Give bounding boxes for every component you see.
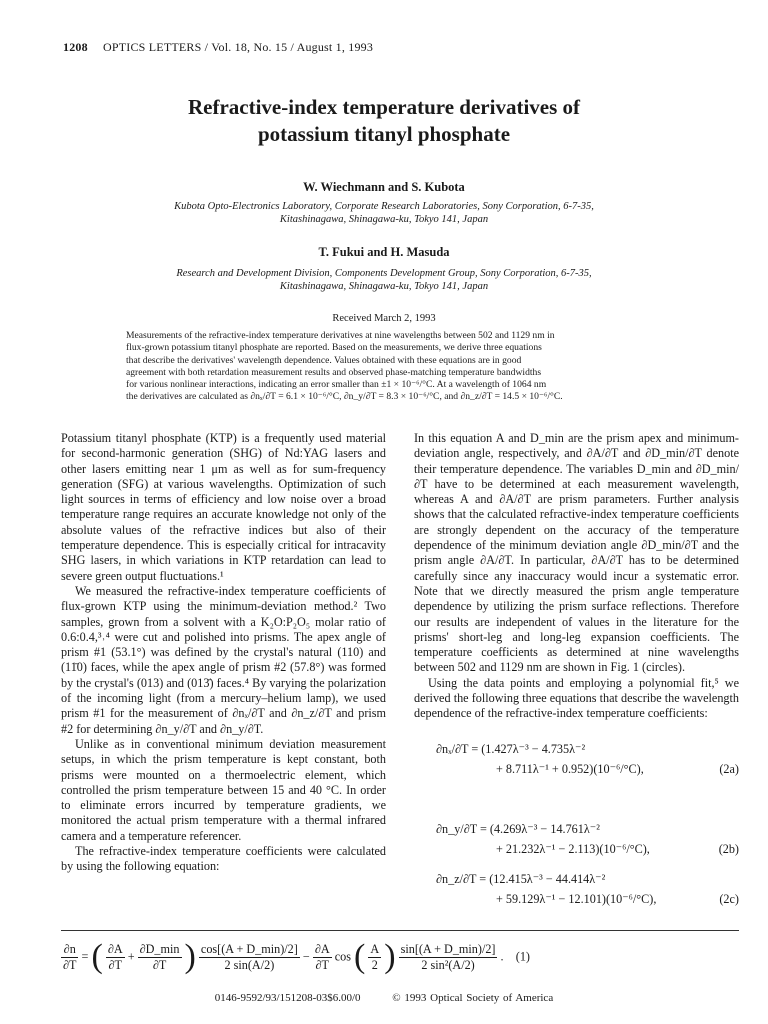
equation-line: + 59.129λ⁻¹ − 12.101)(10⁻⁶/°C), [496, 892, 657, 906]
page-number: 1208 [63, 40, 88, 54]
equation-line: ∂n_y/∂T = (4.269λ⁻³ − 14.761λ⁻² [436, 822, 600, 836]
affiliation-2-line-2: Kitashinagawa, Shinagawa-ku, Tokyo 141, Japan [279, 281, 489, 292]
equation-number: (2c) [719, 892, 739, 906]
abstract-line: flux-grown potassium titanyl phosphate are reported. Based on the measurements, we derive three equations [126, 342, 542, 354]
author-group-1: W. Wiechmann and S. Kubota [303, 180, 465, 194]
abstract-line: Measurements of the refractive-index temperature derivatives at nine wavelengths between 502 and 1129 nm in [126, 330, 555, 341]
fraction: $\frac{\partial A}{\partial T}$ [314, 941, 330, 972]
left-column [61, 431, 386, 875]
affiliation-1 [0, 200, 768, 226]
affiliation-1-line-2: Kitashinagawa, Shinagawa-ku, Tokyo 141, Japan [279, 214, 489, 225]
abstract-line: the derivatives are calculated as ∂nₓ/∂T = 6.1 × 10⁻⁶/°C, ∂n_y/∂T = 8.3 × 10⁻⁶/°C, and ∂n_z/∂T = 14.5 × 10⁻⁶/°C. [126, 391, 563, 403]
equation-2b [414, 822, 739, 856]
body-paragraph: In this equation A and D_min are the prism apex and minimum-deviation angle, respectively, and ∂A/∂T and ∂D_min/∂T denote their temperature dependence. The variables D_min and ∂D_min/∂T have to be determined at each measurement wavelength, whereas A and ∂A/∂T are prism parameters. Further analysis shows that the calculated refractive-index temperature coefficients are strongly dependent on the accuracy of the temperature dependence of the minimum deviation angle ∂D_min/∂T and the prism angle ∂A/∂T. In particular, ∂A/∂T has to be determined carefully since any inaccuracy would incur a systematic error. Note that we directly measured the prism angle temperature dependence by utilizing the prism surface reflections. Therefore our results are independent of values in the literature for the prisms' short-leg and long-leg expansion coefficients. The temperature coefficients as determined at nine wavelengths between 502 and 1129 nm are shown in Fig. 1 (circles). [414, 431, 739, 675]
equation-divider [61, 930, 739, 931]
fraction: $\frac{\partial A}{\partial T}$ [107, 941, 123, 972]
abstract-line: for various nonlinear interactions, indicating an error smaller than ±1 × 10⁻⁶/°C. At a wavelength of 1064 nm [126, 379, 547, 391]
fraction: $\frac{A}{2}$ [370, 941, 380, 972]
body-paragraph: Potassium titanyl phosphate (KTP) is a frequently used material for second-harmonic generation (SHG) of Nd:YAG lasers and other lasers emitting near 1 μm as well as for sum-frequency generation (SFG) at various wavelengths. Optimization of such light sources in terms of efficiency and low noise over a broad temperature range requires an accurate knowledge not only of the absolute values of the refractive indices but also of their temperature dependence. This is especially critical for intracavity SHG lasers, in which variations in KTP retardation can lead to severe green output fluctuations.¹ [61, 431, 386, 583]
equation-1: $\frac{\partial n}{\partial T}$ = ( $\frac{\partial A}{\partial T}$ + $\frac{\partial D\_\min}{\partial T}$ ) $\frac{\cos[(A + D\_\min)/2]}{2 \sin(A/2)}$ − $\frac{\partial A}{\partial T}$ cos ( $\frac{A}{2}$ ) $\frac{\sin[(A + D\_\min)/2]}{\text{2 sin²(A/2)}}$ . (1) [63, 938, 530, 975]
abstract [126, 330, 686, 404]
affiliation-2 [0, 267, 768, 293]
body-paragraph: Unlike as in conventional minimum deviation measurement setups, in which the prism temperature is kept constant, both prisms were mounted on a thermoelectric element, which controlled the prism temperature between 15 and 40 °C. In order to eliminate errors incurred by temperature gradients, we monitored the actual prism temperature with a thermal infrared camera and a temperature referencer. [61, 736, 386, 843]
title-line-2: potassium titanyl phosphate [257, 122, 511, 146]
equation-line: ∂nₓ/∂T = (1.427λ⁻³ − 4.735λ⁻² [436, 742, 586, 756]
fraction: $\frac{\partial n}{\partial T}$ [63, 941, 77, 972]
affiliation-2-line-1: Research and Development Division, Components Development Group, Sony Corporation, 6-7-35, [176, 268, 592, 279]
equation-number: (2b) [718, 842, 739, 856]
equation-line: + 8.711λ⁻¹ + 0.952)(10⁻⁶/°C), [496, 762, 644, 776]
right-column [414, 431, 739, 722]
article-code: 0146-9592/93/151208-03$6.00/0 [214, 992, 361, 1004]
equation-line: + 21.232λ⁻¹ − 2.113)(10⁻⁶/°C), [496, 842, 650, 856]
affiliation-1-line-1: Kubota Opto-Electronics Laboratory, Corporate Research Laboratories, Sony Corporation, 6-7-35, [174, 201, 594, 212]
journal-info: OPTICS LETTERS / Vol. 18, No. 15 / August 1, 1993 [103, 40, 374, 54]
author-group-2: T. Fukui and H. Masuda [318, 245, 450, 259]
equation-number: (2a) [719, 762, 739, 776]
running-head [63, 40, 373, 55]
equation-2c [414, 872, 739, 906]
title-line-1: Refractive-index temperature derivatives of [187, 95, 581, 119]
abstract-line: agreement with both retardation measurement results and observed phase-matching temperature bandwidths [126, 366, 542, 378]
fraction: $\frac{\sin[(A + D\_\min)/2]}{\text{2 sin²(A/2)}}$ [400, 941, 496, 972]
fraction: $\frac{\partial D\_\min}{\partial T}$ [139, 941, 180, 972]
equation-number: (1) [515, 949, 530, 964]
abstract-line: that describe the derivatives' wavelength dependence. Values obtained with these equations are in good [126, 354, 522, 366]
equation-line: ∂n_z/∂T = (12.415λ⁻³ − 44.414λ⁻² [436, 872, 606, 886]
body-paragraph: We measured the refractive-index temperature coefficients of flux-grown KTP using the minimum-deviation method.² Two samples, grown from a solvent with a K₂O:P₂O₅ molar ratio of 0.6:0.4,³˒⁴ were cut and polished into prisms. The apex angle of prism #1 (53.1°) was defined by the crystal's natural (110) and (11̄0) faces, while the apex angle of prism #2 (57.8°) was formed by the crystal's (013) and (013̄) faces.⁴ By varying the polarization of the incoming light (from a mercury–helium lamp), we used prism #1 for the measurement of ∂nₓ/∂T and ∂n_z/∂T and prism #2 for determining ∂n_y/∂T and ∂n_y/∂T. [61, 583, 386, 736]
body-paragraph: The refractive-index temperature coefficients were calculated by using the following equation: [61, 844, 386, 874]
fraction: $\frac{\cos[(A + D\_\min)/2]}{2 \sin(A/2)}$ [200, 941, 298, 972]
article-title [0, 94, 768, 148]
footer [0, 992, 768, 1004]
copyright: © 1993 Optical Society of America [392, 992, 554, 1004]
received-date: Received March 2, 1993 [332, 313, 436, 324]
body-paragraph: Using the data points and employing a polynomial fit,⁵ we derived the following three equations that describe the wavelength dependence of the refractive-index temperature coefficients: [414, 675, 739, 721]
equation-2a [414, 742, 739, 776]
